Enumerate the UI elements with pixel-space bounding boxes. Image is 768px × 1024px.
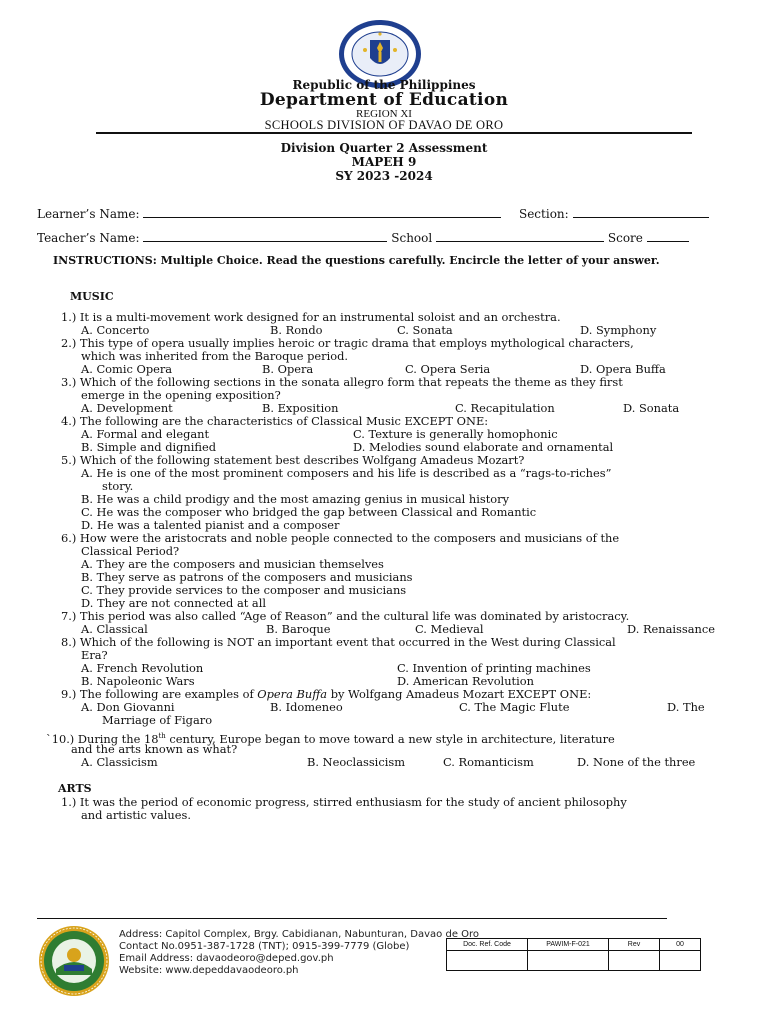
- question-3-cont: emerge in the opening exposition?: [81, 388, 281, 402]
- teacher-info-row: [37, 230, 689, 245]
- question-9-emphasis: Opera Buffa: [257, 687, 328, 701]
- q6-option-c[interactable]: C. They provide services to the composer and musicians: [81, 583, 407, 597]
- footer-website: Website: www.depeddavaodeoro.ph: [119, 965, 299, 976]
- q1-option-b[interactable]: B. Rondo: [270, 323, 323, 337]
- question-2: 2.) This type of opera usually implies heroic or tragic drama that employs mythological characters,: [61, 336, 634, 350]
- school-label: School: [391, 231, 433, 245]
- question-8-cont: Era?: [81, 648, 108, 662]
- q5-option-b[interactable]: B. He was a child prodigy and the most amazing genius in musical history: [81, 492, 510, 506]
- q8-option-c[interactable]: C. Invention of printing machines: [397, 661, 591, 675]
- q2-option-a[interactable]: A. Comic Opera: [81, 362, 173, 376]
- question-10-superscript: th: [158, 732, 166, 740]
- q9-option-d-cont: Marriage of Figaro: [102, 713, 213, 727]
- q9-option-b[interactable]: B. Idomeneo: [270, 700, 343, 714]
- ref-empty-cell: [609, 951, 660, 971]
- q10-option-d[interactable]: D. None of the three: [577, 755, 696, 769]
- question-6-cont: Classical Period?: [81, 544, 180, 558]
- q3-option-c[interactable]: C. Recapitulation: [455, 401, 555, 415]
- question-10-text-end: century, Europe began to move toward a new style in architecture, literature: [165, 731, 615, 746]
- q9-option-d[interactable]: D. The: [667, 700, 705, 714]
- footer-email: Email Address: davaodeoro@deped.gov.ph: [119, 953, 334, 964]
- ref-empty-cell: [447, 951, 528, 971]
- ref-code-label: Doc. Ref. Code: [447, 939, 528, 951]
- division-line: SCHOOLS DIVISION OF DAVAO DE ORO: [264, 118, 504, 132]
- question-9-text-end: by Wolfgang Amadeus Mozart EXCEPT ONE:: [327, 687, 592, 701]
- assessment-title: Division Quarter 2 Assessment: [280, 141, 488, 155]
- ref-empty-cell: [660, 951, 701, 971]
- q5-option-c[interactable]: C. He was the composer who bridged the gap between Classical and Romantic: [81, 505, 537, 519]
- learner-info-row: [37, 206, 709, 221]
- q8-option-b[interactable]: B. Napoleonic Wars: [81, 674, 195, 688]
- rev-label: Rev: [609, 939, 660, 951]
- score-label: Score: [607, 231, 643, 245]
- q1-option-c[interactable]: C. Sonata: [397, 323, 453, 337]
- q4-option-b[interactable]: B. Simple and dignified: [81, 440, 217, 454]
- school-field[interactable]: [436, 230, 604, 242]
- question-6: 6.) How were the aristocrats and noble people connected to the composers and musicians of the: [61, 531, 620, 545]
- q9-option-c[interactable]: C. The Magic Flute: [459, 700, 570, 714]
- q3-option-d[interactable]: D. Sonata: [623, 401, 680, 415]
- q9-option-a[interactable]: A. Don Giovanni: [81, 700, 175, 714]
- question-10-text-start: `10.) During the 18: [46, 731, 159, 746]
- music-heading: MUSIC: [70, 290, 114, 303]
- q5-option-d[interactable]: D. He was a talented pianist and a composer: [81, 518, 340, 532]
- q4-option-a[interactable]: A. Formal and elegant: [81, 427, 210, 441]
- q1-option-a[interactable]: A. Concerto: [81, 323, 150, 337]
- q6-option-b[interactable]: B. They serve as patrons of the composers and musicians: [81, 570, 413, 584]
- q3-option-b[interactable]: B. Exposition: [262, 401, 339, 415]
- region-line: REGION XI: [356, 108, 412, 120]
- q6-option-d[interactable]: D. They are not connected at all: [81, 596, 267, 610]
- section-field[interactable]: [573, 206, 709, 218]
- q7-option-a[interactable]: A. Classical: [81, 622, 148, 636]
- teacher-name-label: Teacher’s Name:: [37, 231, 140, 245]
- question-2-cont: which was inherited from the Baroque period.: [81, 349, 349, 363]
- q2-option-c[interactable]: C. Opera Seria: [405, 362, 491, 376]
- question-8: 8.) Which of the following is NOT an important event that occurred in the West during Classical: [61, 635, 616, 649]
- question-10-cont: and the arts known as what?: [71, 742, 238, 756]
- arts-question-1: 1.) It was the period of economic progress, stirred enthusiasm for the study of ancient philosophy: [61, 795, 627, 809]
- q4-option-d[interactable]: D. Melodies sound elaborate and ornamental: [353, 440, 614, 454]
- department-name: Department of Education: [259, 90, 509, 110]
- learner-name-field[interactable]: [143, 206, 501, 218]
- q5-option-a-cont: story.: [102, 479, 134, 493]
- score-field[interactable]: [647, 230, 689, 242]
- question-1: 1.) It is a multi-movement work designed for an instrumental soloist and an orchestra.: [61, 310, 561, 324]
- arts-question-1-cont: and artistic values.: [81, 808, 191, 822]
- q8-option-a[interactable]: A. French Revolution: [81, 661, 204, 675]
- q2-option-d[interactable]: D. Opera Buffa: [580, 362, 666, 376]
- teacher-name-field[interactable]: [143, 230, 387, 242]
- footer-address: Address: Capitol Complex, Brgy. Cabidianan, Nabunturan, Davao de Oro: [119, 929, 480, 940]
- q10-option-b[interactable]: B. Neoclassicism: [307, 755, 405, 769]
- ref-empty-cell: [528, 951, 609, 971]
- q5-option-a[interactable]: A. He is one of the most prominent composers and his life is described as a “rags-to-riches”: [81, 466, 612, 480]
- document-reference-table: [446, 938, 701, 971]
- footer-contact: Contact No.0951-387-1728 (TNT); 0915-399-7779 (Globe): [119, 941, 410, 952]
- q10-option-c[interactable]: C. Romanticism: [443, 755, 534, 769]
- question-3: 3.) Which of the following sections in the sonata allegro form that repeats the theme as they first: [61, 375, 623, 389]
- instructions: INSTRUCTIONS: Multiple Choice. Read the questions carefully. Encircle the letter of your answer.: [53, 254, 660, 267]
- q10-option-a[interactable]: A. Classicism: [81, 755, 158, 769]
- subject-title: MAPEH 9: [351, 155, 417, 169]
- question-9-text-start: 9.) The following are examples of: [61, 687, 258, 701]
- question-5: 5.) Which of the following statement best describes Wolfgang Amadeus Mozart?: [61, 453, 525, 467]
- footer-rule: [37, 918, 667, 919]
- section-label: Section:: [518, 207, 569, 221]
- q3-option-a[interactable]: A. Development: [81, 401, 173, 415]
- q4-option-c[interactable]: C. Texture is generally homophonic: [353, 427, 558, 441]
- q7-option-c[interactable]: C. Medieval: [415, 622, 484, 636]
- question-7: 7.) This period was also called “Age of Reason” and the cultural life was dominated by aristocracy.: [61, 609, 630, 623]
- rev-value: 00: [660, 939, 701, 951]
- header-rule: [96, 132, 692, 134]
- q6-option-a[interactable]: A. They are the composers and musician themselves: [81, 557, 384, 571]
- division-logo: [38, 925, 110, 997]
- arts-heading: ARTS: [58, 782, 92, 795]
- learner-name-label: Learner’s Name:: [37, 207, 140, 221]
- q2-option-b[interactable]: B. Opera: [262, 362, 314, 376]
- q7-option-b[interactable]: B. Baroque: [266, 622, 331, 636]
- q7-option-d[interactable]: D. Renaissance: [627, 622, 715, 636]
- question-4: 4.) The following are the characteristics of Classical Music EXCEPT ONE:: [61, 414, 489, 428]
- q8-option-d[interactable]: D. American Revolution: [397, 674, 534, 688]
- republic-line: Republic of the Philippines: [292, 78, 476, 92]
- school-year: SY 2023 -2024: [335, 169, 433, 183]
- ref-code-value: PAWIM-F-021: [528, 939, 609, 951]
- q1-option-d[interactable]: D. Symphony: [580, 323, 657, 337]
